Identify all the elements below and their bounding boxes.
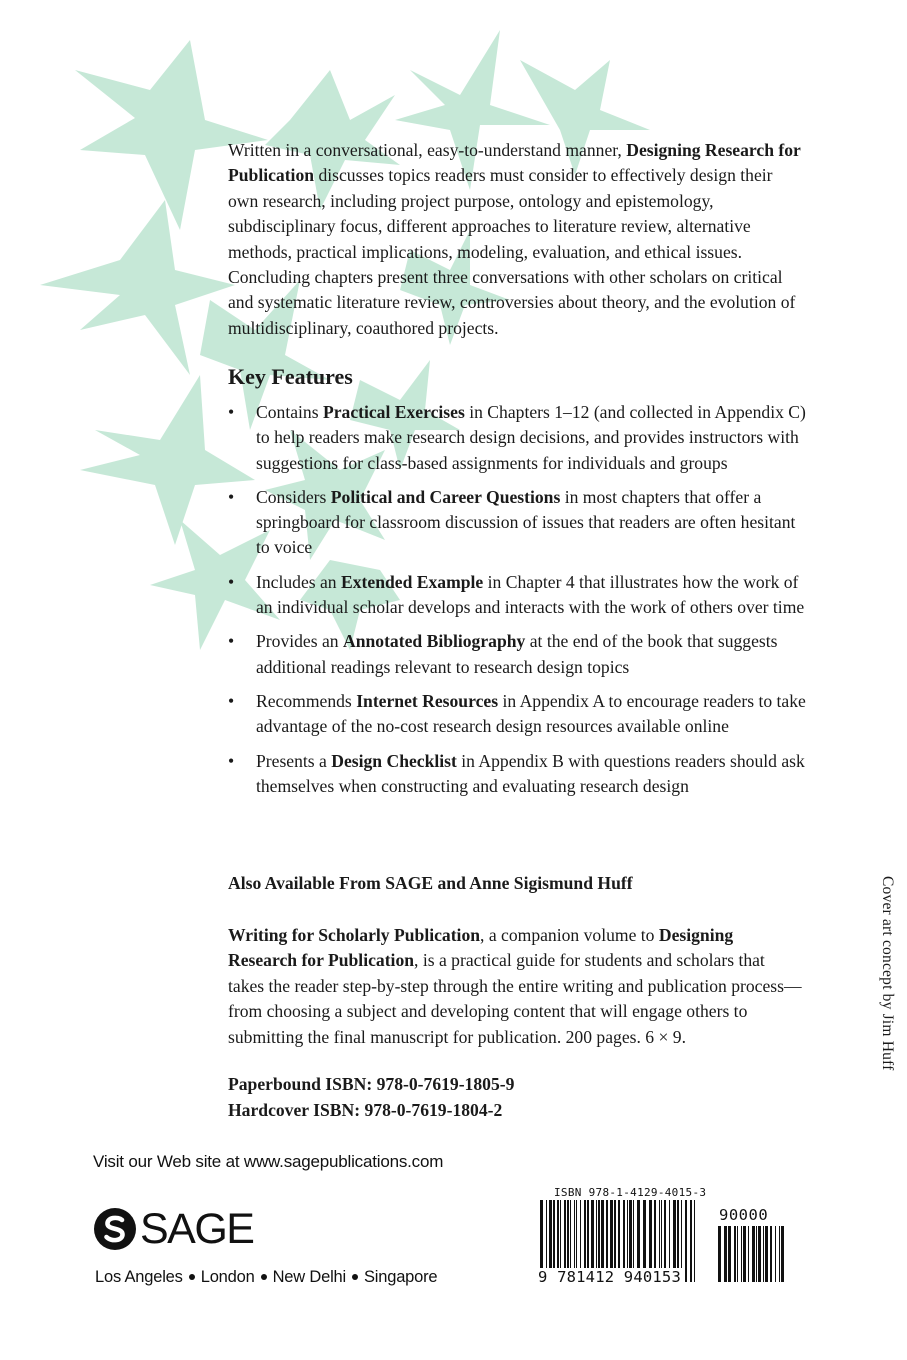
bullet: • (228, 750, 235, 771)
feature-pre: Includes an (256, 571, 337, 592)
city: London (200, 1268, 255, 1286)
feature-pre: Considers (256, 486, 327, 507)
barcode-bars-addon (718, 1226, 784, 1282)
barcode-bar (756, 1226, 757, 1282)
barcode-bar (752, 1226, 755, 1282)
bullet: • (228, 690, 235, 711)
barcode-bar (763, 1226, 764, 1282)
barcode-digits: 9 781412 940153 (538, 1268, 681, 1286)
feature-highlight: Internet Resources (356, 690, 499, 711)
bullet: • (228, 571, 235, 592)
feature-item (228, 689, 806, 740)
feature-item (228, 485, 806, 561)
feature-highlight: Practical Exercises (322, 402, 465, 422)
book-description (228, 138, 803, 341)
companion-body: , is a practical guide for students and scholars that takes the reader step-by-step through the entire writing and publication process—from choosing a subject and developing content that will engage others to submitting the final manuscript for publication. 200 pages. 6 × 9. (228, 950, 802, 1047)
barcode-bar (758, 1226, 761, 1282)
barcode-bar (734, 1226, 736, 1282)
barcode-bar (775, 1226, 776, 1282)
publisher-cities (95, 1268, 437, 1287)
bullet: • (228, 631, 235, 652)
barcode-bar (770, 1226, 772, 1282)
barcode-bar (741, 1226, 742, 1282)
feature-post: in Appendix A to encourage readers to take advantage of the no-cost research design resources available online (256, 690, 806, 737)
paperbound-isbn: Paperbound ISBN: 978-0-7619-1805-9 (228, 1074, 515, 1094)
barcode-price-code: 90000 (719, 1206, 769, 1224)
feature-post: in most chapters that offer a springboard for classroom discussion of issues that readers are often hesitant to voice (256, 486, 796, 558)
feature-highlight: Extended Example (341, 571, 484, 592)
city: Singapore (363, 1268, 438, 1286)
hardcover-isbn: Hardcover ISBN: 978-0-7619-1804-2 (228, 1100, 503, 1120)
cover-art-credit: Cover art concept by Jim Huff (879, 876, 896, 1071)
barcode-bar (724, 1226, 727, 1282)
feature-item (228, 400, 806, 476)
website-line: Visit our Web site at www.sagepublications.com (93, 1152, 444, 1171)
city: New Delhi (272, 1268, 346, 1286)
barcode-bar (685, 1200, 687, 1282)
feature-highlight: Political and Career Questions (330, 486, 561, 507)
description-lead: Written in a conversational, easy-to-understand manner, (228, 140, 622, 160)
feature-pre: Presents a (256, 750, 327, 771)
barcode-bar (748, 1226, 749, 1282)
barcode-isbn-label: ISBN 978-1-4129-4015-3 (554, 1186, 707, 1199)
key-features-list (228, 400, 806, 808)
separator-dot (352, 1274, 358, 1280)
feature-item (228, 629, 806, 680)
barcode-bar (737, 1226, 738, 1282)
separator-dot (189, 1274, 195, 1280)
bullet: • (228, 402, 235, 422)
barcode-bar (690, 1200, 692, 1282)
feature-post: in Chapters 1–12 (and collected in Appendix C) to help readers make research design decisions, and provides instructors with suggestions for class-based assignments for individuals and groups (256, 402, 806, 473)
barcode-bar (728, 1226, 731, 1282)
sage-logo (93, 1204, 254, 1253)
also-available-heading: Also Available From SAGE and Anne Sigismund Huff (228, 873, 633, 893)
feature-highlight: Design Checklist (331, 750, 457, 771)
barcode-bar (694, 1200, 695, 1282)
feature-pre: Contains (256, 402, 319, 422)
book-title-bold: Designing Research for Publication (228, 140, 801, 186)
barcode-bar (779, 1226, 780, 1282)
feature-item (228, 570, 806, 621)
companion-volume-description (228, 923, 803, 1050)
isbn-list (228, 1071, 514, 1123)
feature-pre: Provides an (256, 631, 339, 652)
companion-mid: , a companion volume to (480, 925, 655, 945)
barcode-bar (718, 1226, 721, 1282)
barcode-bar (743, 1226, 746, 1282)
bullet: • (228, 486, 235, 507)
feature-highlight: Annotated Bibliography (343, 631, 526, 652)
barcode-bar (781, 1226, 784, 1282)
feature-post: at the end of the book that suggests additional readings relevant to research design topics (256, 631, 778, 677)
feature-item (228, 749, 806, 800)
description-body: discusses topics readers must consider to effectively design their own research, including project purpose, ontology and epistemology, subdisciplinary focus, different approaches to literature review, alternative methods, practical implications, modeling, evaluation, and ethical issues. Concluding chapters present three conversations with other scholars on critical and systematic literature review, controversies about theory, and the evolution of multidisciplinary, coauthored projects. (228, 165, 796, 338)
key-features-heading: Key Features (228, 364, 353, 389)
barcode-bar (765, 1226, 768, 1282)
feature-post: in Appendix B with questions readers should ask themselves when constructing and evaluating research design (256, 750, 805, 796)
companion-book-title: Designing Research for Publication (228, 925, 734, 971)
city: Los Angeles (95, 1268, 183, 1286)
sage-s-circle-icon (93, 1207, 137, 1251)
separator-dot (261, 1274, 267, 1280)
companion-title: Writing for Scholarly Publication (228, 925, 481, 945)
sage-logo-text: SAGE (140, 1204, 254, 1253)
feature-pre: Recommends (256, 690, 352, 711)
feature-post: in Chapter 4 that illustrates how the work of an individual scholar develops and interacts with the work of others over time (256, 571, 805, 618)
